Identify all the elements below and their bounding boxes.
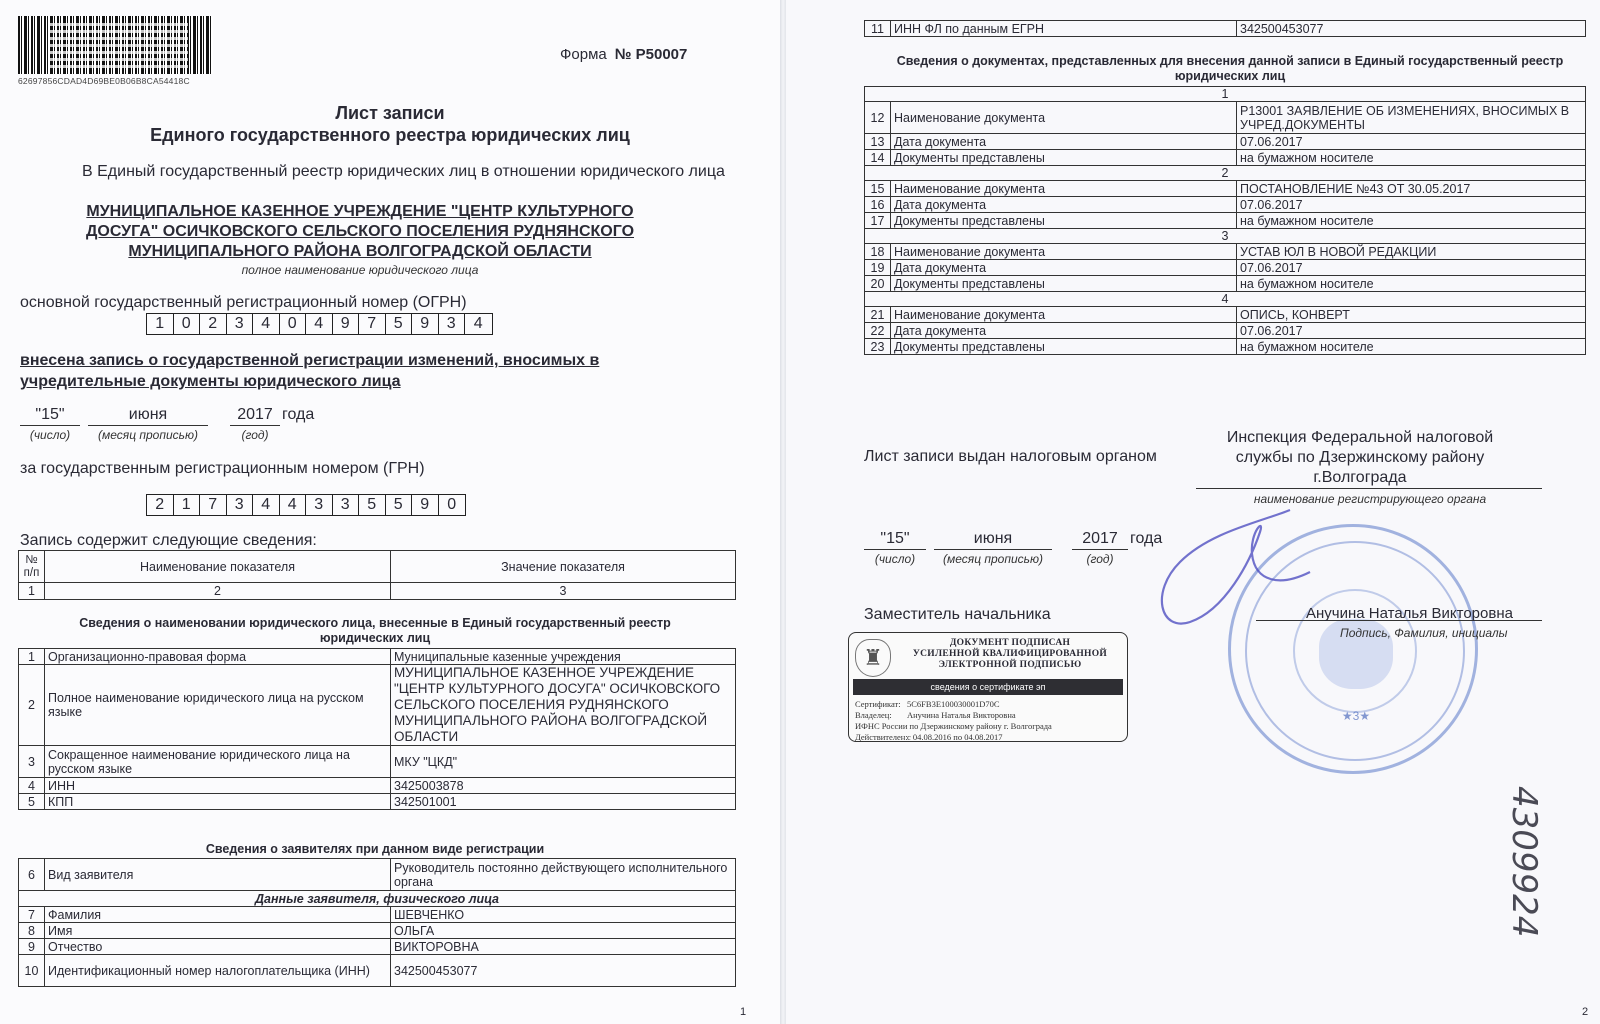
ogrn-digit: 1 <box>147 314 174 334</box>
form-label: Форма <box>560 46 607 63</box>
applicants-table <box>18 858 736 987</box>
row-name: Идентификационный номер налогоплательщика (ИНН) <box>45 955 391 987</box>
row-value: ОЛЬГА <box>391 923 736 939</box>
col-value-header: Значение показателя <box>391 551 736 583</box>
barcode-image <box>18 16 213 74</box>
row-name: ИНН <box>45 778 391 794</box>
row-name: Сокращенное наименование юридического лица на русском языке <box>45 746 391 778</box>
table-row <box>865 102 1586 134</box>
handwritten-note-text: 4309924 <box>1504 786 1544 938</box>
row-value: Руководитель постоянно действующего исполнительного органа <box>391 859 736 891</box>
row-name: Отчество <box>45 939 391 955</box>
row-value: ВИКТОРОВНА <box>391 939 736 955</box>
entry-month: июня <box>88 406 208 426</box>
row-value: 342500453077 <box>1237 21 1586 37</box>
ogrn-digit: 4 <box>306 314 333 334</box>
issue-month: июня <box>934 530 1052 550</box>
entry-year-suffix: года <box>282 406 315 423</box>
ecp-cert-line <box>855 699 1000 709</box>
grn-label: за государственным регистрационным номером (ГРН) <box>20 460 425 477</box>
coat-of-arms-icon: ♜ <box>855 639 891 677</box>
row-num: 11 <box>865 21 891 37</box>
documents-table <box>864 86 1586 355</box>
issue-year-suffix: года <box>1130 530 1163 547</box>
barcode-code: 62697856CDAD4D69BE0B06B8CA54418C <box>18 76 190 86</box>
table-row <box>865 213 1586 229</box>
row-num: 7 <box>19 907 45 923</box>
ecp-org-line: ИФНС России по Дзержинскому району г. Волгограда <box>855 721 1052 731</box>
row-value: на бумажном носителе <box>1237 150 1586 166</box>
issue-day: "15" <box>864 530 926 550</box>
signer-caption: Подпись, Фамилия, инициалы <box>1340 626 1508 640</box>
table-row <box>865 181 1586 197</box>
issue-year: 2017 <box>1072 530 1128 550</box>
row-num: 12 <box>865 102 891 134</box>
row-num: 1 <box>19 649 45 665</box>
authority-caption: наименование регистрирующего органа <box>1253 492 1487 506</box>
entry-day: "15" <box>20 406 80 426</box>
applicant-subhead: Данные заявителя, физического лица <box>19 891 736 907</box>
row-num: 23 <box>865 339 891 355</box>
grn-digit: 3 <box>227 495 254 515</box>
grn-digit: 5 <box>386 495 413 515</box>
row-name: ИНН ФЛ по данным ЕГРН <box>891 21 1237 37</box>
row-name: Наименование документа <box>891 244 1237 260</box>
doc-group-2: 2 <box>865 166 1586 181</box>
row-value: МКУ "ЦКД" <box>391 746 736 778</box>
col-name-header: Наименование показателя <box>45 551 391 583</box>
doc-group-3: 3 <box>865 229 1586 244</box>
ecp-owner-label: Владелец: <box>855 710 892 720</box>
ogrn-digit: 4 <box>253 314 280 334</box>
ecp-valid-line <box>855 732 1002 742</box>
doc-group-1: 1 <box>865 87 1586 102</box>
issued-by-label: Лист записи выдан налоговым органом <box>864 448 1157 465</box>
authority-underline <box>1196 488 1542 489</box>
table-row <box>865 260 1586 276</box>
row-num: 13 <box>865 134 891 150</box>
col-num-header: № п/п <box>19 551 45 583</box>
grn-digit: 9 <box>412 495 439 515</box>
table-row <box>865 307 1586 323</box>
day-caption: (число) <box>29 428 71 442</box>
row-value: 342501001 <box>391 794 736 810</box>
row-value: 07.06.2017 <box>1237 134 1586 150</box>
row-name: Дата документа <box>891 134 1237 150</box>
issue-year-caption: (год) <box>1086 552 1114 566</box>
col-index-2: 2 <box>45 583 391 600</box>
table-row <box>19 939 736 955</box>
row-name: Документы представлены <box>891 339 1237 355</box>
table-row <box>865 339 1586 355</box>
authority-line-3: г.Волгограда <box>1313 469 1407 486</box>
row-num: 15 <box>865 181 891 197</box>
table-row <box>865 197 1586 213</box>
row-num: 2 <box>19 665 45 746</box>
table-row <box>19 923 736 939</box>
grn-digit: 0 <box>447 496 457 513</box>
table-row <box>19 794 736 810</box>
row-num: 6 <box>19 859 45 891</box>
grn-digit: 7 <box>200 495 227 515</box>
row-num: 14 <box>865 150 891 166</box>
ogrn-digit: 0 <box>280 314 307 334</box>
row-name: Документы представлены <box>891 276 1237 292</box>
grn-digit: 1 <box>174 495 201 515</box>
row-num: 3 <box>19 746 45 778</box>
row-name: Документы представлены <box>891 213 1237 229</box>
row-num: 10 <box>19 955 45 987</box>
ogrn-digit: 7 <box>359 314 386 334</box>
row-value: 3425003878 <box>391 778 736 794</box>
row-value: УСТАВ ЮЛ В НОВОЙ РЕДАКЦИИ <box>1237 244 1586 260</box>
row-num: 4 <box>19 778 45 794</box>
row-name: Имя <box>45 923 391 939</box>
documents-section-title: Сведения о документах, представленных для внесения данной записи в Единый государственный реестр юридических лиц <box>896 54 1564 83</box>
ogrn-digit: 2 <box>200 314 227 334</box>
ogrn-digit: 4 <box>473 315 483 332</box>
document-title: Лист записи <box>335 103 445 123</box>
ogrn-digit: 3 <box>439 314 466 334</box>
row-name: Дата документа <box>891 260 1237 276</box>
section-name-title: Сведения о наименовании юридического лица, внесенные в Единый государственный реестр юридических лиц <box>79 616 671 645</box>
table-row <box>19 955 736 987</box>
ecp-cert-label: Сертификат: <box>855 699 901 709</box>
grn-digit: 4 <box>253 495 280 515</box>
row-name: Наименование документа <box>891 181 1237 197</box>
row-num: 22 <box>865 323 891 339</box>
grn-digit: 5 <box>359 495 386 515</box>
table-row <box>865 134 1586 150</box>
row-11-table <box>864 20 1586 37</box>
handwritten-note <box>1475 780 1545 990</box>
org-name-caption: полное наименование юридического лица <box>241 263 479 277</box>
form-code: № Р50007 <box>614 46 688 63</box>
month-caption: (месяц прописью) <box>98 428 198 442</box>
row-num: 19 <box>865 260 891 276</box>
section-applicants-title: Сведения о заявителях при данном виде регистрации <box>205 842 545 856</box>
row-num: 5 <box>19 794 45 810</box>
row-value: 342500453077 <box>391 955 736 987</box>
row-num: 16 <box>865 197 891 213</box>
doc-group-4: 4 <box>865 292 1586 307</box>
grn-digit: 3 <box>306 495 333 515</box>
intro-text: В Единый государственный реестр юридических лиц в отношении юридического лица <box>82 163 725 180</box>
table-row <box>19 746 736 778</box>
row-value: ШЕВЧЕНКО <box>391 907 736 923</box>
entry-text-line-2: учредительные документы юридического лица <box>20 373 401 390</box>
ecp-title-line: УСИЛЕННОЙ КВАЛИФИЦИРОВАННОЙ <box>912 649 1108 659</box>
ogrn-digit: 9 <box>412 314 439 334</box>
table-row <box>19 859 736 891</box>
ecp-title <box>897 638 1123 671</box>
table-row <box>865 276 1586 292</box>
document-subtitle: Единого государственного реестра юридических лиц <box>150 125 630 145</box>
table-row <box>19 778 736 794</box>
ecp-owner-line <box>855 710 1016 720</box>
page-number-left: 1 <box>740 1006 747 1018</box>
row-value: Муниципальные казенные учреждения <box>391 649 736 665</box>
signer-position: Заместитель начальника <box>864 606 1051 623</box>
entry-text-line-1: внесена запись о государственной регистрации изменений, вносимых в <box>20 352 600 369</box>
star-icon: ★3★ <box>1341 709 1371 723</box>
authority-line-1: Инспекция Федеральной налоговой <box>1226 429 1494 446</box>
ecp-title-line: ДОКУМЕНТ ПОДПИСАН <box>949 638 1071 648</box>
table-intro: Запись содержит следующие сведения: <box>20 532 317 549</box>
grn-digits <box>146 494 466 516</box>
row-value: ПОСТАНОВЛЕНИЕ №43 ОТ 30.05.2017 <box>1237 181 1586 197</box>
main-table-header <box>18 550 736 600</box>
ecp-valid-label: Действителен: <box>855 732 908 742</box>
row-value: 07.06.2017 <box>1237 323 1586 339</box>
ogrn-digits <box>146 313 493 335</box>
ecp-owner-value: Анучина Наталья Викторовна <box>907 710 1016 720</box>
name-section-table <box>18 648 736 810</box>
row-name: Наименование документа <box>891 102 1237 134</box>
row-name: Полное наименование юридического лица на русском языке <box>45 665 391 746</box>
row-value: 07.06.2017 <box>1237 197 1586 213</box>
row-value: на бумажном носителе <box>1237 339 1586 355</box>
row-name: КПП <box>45 794 391 810</box>
ogrn-label: основной государственный регистрационный номер (ОГРН) <box>20 294 467 311</box>
table-row <box>865 244 1586 260</box>
grn-digit: 3 <box>333 495 360 515</box>
row-name: Дата документа <box>891 197 1237 213</box>
org-name-line-1: МУНИЦИПАЛЬНОЕ КАЗЕННОЕ УЧРЕЖДЕНИЕ "ЦЕНТР КУЛЬТУРНОГО <box>86 203 634 220</box>
ecp-cert-bar: сведения о сертификате эп <box>853 679 1123 695</box>
issue-month-caption: (месяц прописью) <box>943 552 1043 566</box>
form-number <box>560 46 687 63</box>
ogrn-digit: 5 <box>386 314 413 334</box>
row-name: Документы представлены <box>891 150 1237 166</box>
row-num: 17 <box>865 213 891 229</box>
row-name: Организационно-правовая форма <box>45 649 391 665</box>
row-value: на бумажном носителе <box>1237 213 1586 229</box>
table-row <box>865 150 1586 166</box>
electronic-signature-block <box>848 632 1128 742</box>
page-number-right: 2 <box>1582 1006 1589 1018</box>
row-name: Дата документа <box>891 323 1237 339</box>
grn-digit: 2 <box>147 495 174 515</box>
row-name: Вид заявителя <box>45 859 391 891</box>
col-index-1: 1 <box>19 583 45 600</box>
org-name-line-3: МУНИЦИПАЛЬНОГО РАЙОНА ВОЛГОГРАДСКОЙ ОБЛАСТИ <box>128 243 592 260</box>
authority-line-2: службы по Дзержинскому району <box>1235 449 1485 466</box>
table-row <box>19 907 736 923</box>
row-value: ОПИСЬ, КОНВЕРТ <box>1237 307 1586 323</box>
table-row <box>19 665 736 746</box>
ogrn-digit: 9 <box>333 314 360 334</box>
row-num: 21 <box>865 307 891 323</box>
col-index-3: 3 <box>391 583 736 600</box>
ecp-title-line: ЭЛЕКТРОННОЙ ПОДПИСЬЮ <box>938 660 1082 670</box>
row-num: 20 <box>865 276 891 292</box>
signer-name: Анучина Наталья Викторовна <box>1306 605 1513 622</box>
table-row <box>19 649 736 665</box>
table-row <box>865 21 1586 37</box>
row-value: 07.06.2017 <box>1237 260 1586 276</box>
row-name: Наименование документа <box>891 307 1237 323</box>
ecp-valid-value: с 04.08.2016 по 04.08.2017 <box>907 732 1003 742</box>
ogrn-digit: 0 <box>174 314 201 334</box>
org-name-line-2: ДОСУГА" ОСИЧКОВСКОГО СЕЛЬСКОГО ПОСЕЛЕНИЯ РУДНЯНСКОГО <box>85 223 635 240</box>
ecp-cert-value: 5C6FB3E100030001D70C <box>907 699 1000 709</box>
year-caption: (год) <box>241 428 269 442</box>
row-num: 8 <box>19 923 45 939</box>
grn-digit: 4 <box>280 495 307 515</box>
entry-year: 2017 <box>230 406 280 426</box>
row-num: 9 <box>19 939 45 955</box>
table-row <box>865 323 1586 339</box>
ogrn-digit: 3 <box>227 314 254 334</box>
row-value: на бумажном носителе <box>1237 276 1586 292</box>
row-name: Фамилия <box>45 907 391 923</box>
row-num: 18 <box>865 244 891 260</box>
row-value: МУНИЦИПАЛЬНОЕ КАЗЕННОЕ УЧРЕЖДЕНИЕ "ЦЕНТР КУЛЬТУРНОГО ДОСУГА" ОСИЧКОВСКОГО СЕЛЬСКОГО ПОСЕЛЕНИЯ РУДНЯНСКОГО МУНИЦИПАЛЬНОГО РАЙОНА ВОЛГОГРАДСКОЙ ОБЛАСТИ <box>391 665 736 746</box>
row-value: Р13001 ЗАЯВЛЕНИЕ ОБ ИЗМЕНЕНИЯХ, ВНОСИМЫХ В УЧРЕД.ДОКУМЕНТЫ <box>1237 102 1586 134</box>
issue-day-caption: (число) <box>874 552 916 566</box>
left-page <box>0 0 780 1024</box>
